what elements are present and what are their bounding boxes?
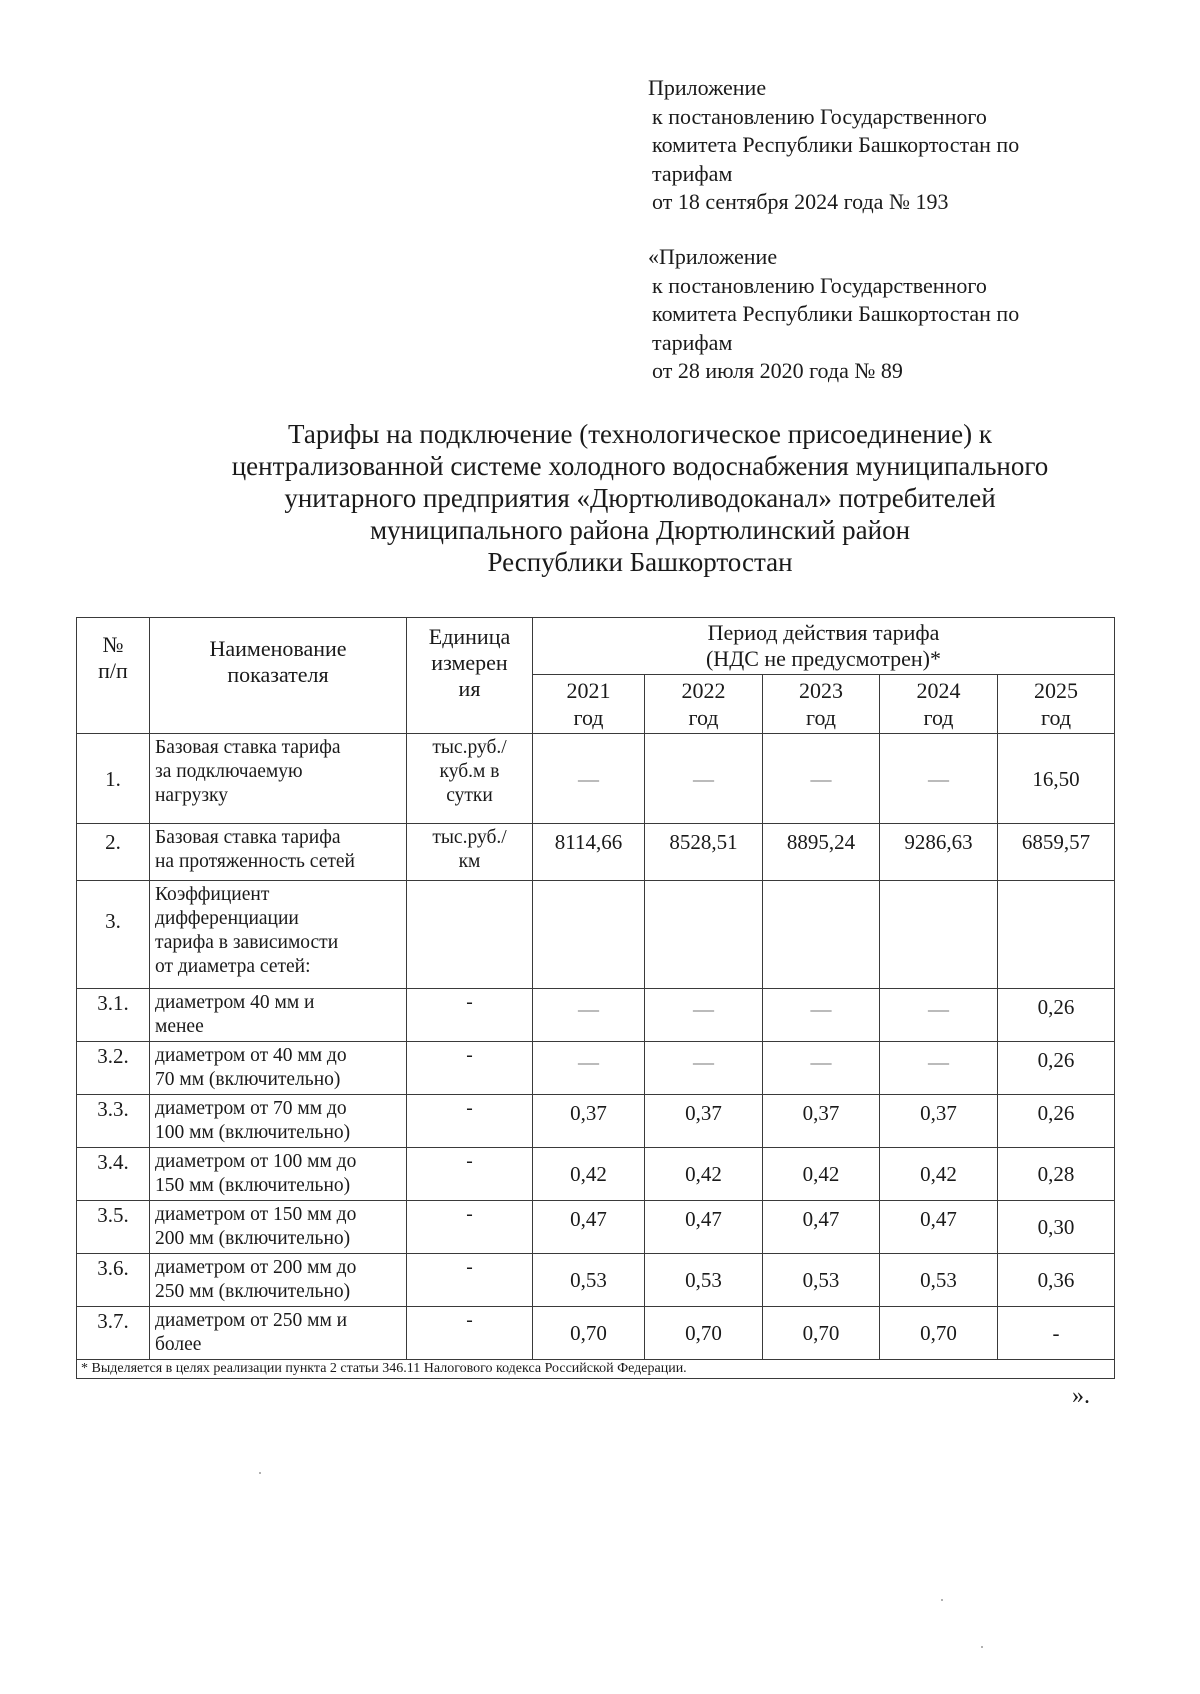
row-number: 3.	[77, 881, 150, 989]
row-value: —	[533, 989, 645, 1042]
row-name-line: диаметром от 250 мм и	[155, 1310, 348, 1331]
header-number-line: №	[102, 632, 124, 657]
row-value	[763, 881, 880, 989]
year-label: 2022	[681, 678, 726, 703]
row-value: —	[763, 734, 880, 824]
row-value: —	[763, 989, 880, 1042]
row-value: 0,42	[880, 1148, 998, 1201]
row-value: 6859,57	[998, 824, 1115, 881]
row-value: —	[880, 989, 998, 1042]
row-unit: -	[407, 1307, 533, 1360]
row-number: 3.7.	[77, 1307, 150, 1360]
year-suffix: год	[805, 705, 837, 730]
row-value: 0,47	[533, 1201, 645, 1254]
row-name-line: более	[155, 1334, 202, 1355]
header-unit-line: измерен	[431, 650, 508, 675]
row-name-line: 100 мм (включительно)	[155, 1122, 351, 1143]
row-name-line: дифференциации	[155, 908, 299, 929]
scan-speck	[941, 1599, 943, 1601]
year-suffix: год	[688, 705, 719, 730]
row-unit: -	[407, 1254, 533, 1307]
row-name-line: Базовая ставка тарифа	[155, 737, 341, 758]
appendix-line: тарифам	[652, 160, 733, 186]
row-value: 0,42	[645, 1148, 763, 1201]
title-line: Тарифы на подключение (технологическое присоединение) к	[288, 419, 992, 449]
appendix-line: комитета Республики Башкортостан по	[652, 301, 1020, 326]
row-name-line: от диаметра сетей:	[155, 956, 311, 977]
row-name	[150, 881, 407, 989]
row-value: —	[533, 734, 645, 824]
title-line: Республики Башкортостан	[487, 547, 793, 577]
header-year	[998, 675, 1115, 734]
row-value: —	[645, 1042, 763, 1095]
row-value: 0,37	[533, 1095, 645, 1148]
row-value: 0,26	[998, 989, 1115, 1042]
row-value: 0,47	[880, 1201, 998, 1254]
row-value: 0,70	[880, 1307, 998, 1360]
row-number: 3.1.	[77, 989, 150, 1042]
header-name-line: показателя	[227, 662, 329, 687]
appendix-line: «Приложение	[648, 244, 778, 269]
row-number: 3.6.	[77, 1254, 150, 1307]
row-name-line: тарифа в зависимости	[155, 932, 339, 953]
appendix-block-previous	[648, 243, 1118, 386]
table-row	[77, 881, 1115, 989]
scan-speck	[981, 1646, 983, 1648]
row-name	[150, 1095, 407, 1148]
row-name-line: за подключаемую	[155, 761, 303, 782]
row-value: 0,70	[533, 1307, 645, 1360]
appendix-line: тарифам	[652, 329, 733, 355]
appendix-line: комитета Республики Башкортостан по	[652, 132, 1020, 157]
footnote-row	[77, 1360, 1115, 1379]
row-name-line: Коэффициент	[155, 884, 270, 905]
closing-quote: ».	[1072, 1383, 1090, 1409]
appendix-block-current	[648, 74, 1118, 217]
row-value: 0,53	[880, 1254, 998, 1307]
table-row	[77, 1201, 1115, 1254]
row-value: —	[880, 1042, 998, 1095]
row-value: 0,28	[998, 1148, 1115, 1201]
row-unit	[407, 824, 533, 881]
row-unit	[407, 734, 533, 824]
row-name-line: 250 мм (включительно)	[155, 1281, 351, 1302]
table-row	[77, 1307, 1115, 1360]
row-name-line: диаметром от 40 мм до	[155, 1045, 347, 1066]
row-value: 8895,24	[763, 824, 880, 881]
table-row	[77, 1095, 1115, 1148]
row-name-line: менее	[155, 1016, 204, 1037]
row-value: 16,50	[998, 734, 1115, 824]
row-number: 3.4.	[77, 1148, 150, 1201]
header-unit	[407, 618, 533, 734]
row-name-line: диаметром от 200 мм до	[155, 1257, 357, 1278]
year-suffix: год	[573, 705, 604, 730]
row-unit	[407, 881, 533, 989]
header-year	[645, 675, 763, 734]
header-name	[150, 618, 407, 734]
row-value: 0,70	[763, 1307, 880, 1360]
row-value: 0,37	[645, 1095, 763, 1148]
row-unit: -	[407, 1148, 533, 1201]
row-unit-line: тыс.руб./	[432, 737, 507, 758]
year-suffix: год	[1040, 705, 1072, 730]
row-name	[150, 1201, 407, 1254]
header-unit-line: ия	[458, 676, 481, 701]
row-unit: -	[407, 1042, 533, 1095]
row-unit-line: км	[458, 851, 481, 872]
row-value: 0,53	[533, 1254, 645, 1307]
row-unit: -	[407, 1201, 533, 1254]
appendix-line: Приложение	[648, 75, 767, 100]
year-label: 2025	[1034, 678, 1078, 703]
row-value: 0,42	[763, 1148, 880, 1201]
row-name	[150, 734, 407, 824]
row-value: 0,53	[645, 1254, 763, 1307]
title-line: унитарного предприятия «Дюртюливодоканал» потребителей	[284, 483, 996, 513]
row-value: 0,70	[645, 1307, 763, 1360]
year-label: 2024	[916, 678, 961, 703]
row-name	[150, 1148, 407, 1201]
row-value: 0,26	[998, 1042, 1115, 1095]
row-name	[150, 1042, 407, 1095]
row-name-line: диаметром 40 мм и	[155, 992, 315, 1013]
row-name	[150, 989, 407, 1042]
row-value	[533, 881, 645, 989]
row-unit-line: куб.м в	[439, 761, 500, 782]
header-unit-line: Единица	[428, 624, 511, 649]
row-name-line: диаметром от 150 мм до	[155, 1204, 357, 1225]
year-label: 2023	[799, 678, 843, 703]
row-value: —	[763, 1042, 880, 1095]
table-row	[77, 824, 1115, 881]
row-value	[880, 881, 998, 989]
row-value	[998, 881, 1115, 989]
title-line: централизованной системе холодного водоснабжения муниципального	[231, 451, 1049, 481]
row-value: 0,30	[998, 1201, 1115, 1254]
row-value	[645, 881, 763, 989]
row-value: 8114,66	[533, 824, 645, 881]
table-row	[77, 1148, 1115, 1201]
row-value: —	[645, 989, 763, 1042]
row-name-line: 200 мм (включительно)	[155, 1228, 351, 1249]
row-value: 0,36	[998, 1254, 1115, 1307]
scan-speck	[259, 1472, 261, 1474]
header-number-line: п/п	[98, 658, 128, 683]
row-name-line: диаметром от 70 мм до	[155, 1098, 347, 1119]
row-name	[150, 824, 407, 881]
row-value: 0,42	[533, 1148, 645, 1201]
appendix-line: от 28 июля 2020 года № 89	[652, 358, 903, 383]
row-name-line: диаметром от 100 мм до	[155, 1151, 357, 1172]
year-label: 2021	[566, 678, 611, 703]
row-value: —	[645, 734, 763, 824]
row-value: 9286,63	[880, 824, 998, 881]
row-unit: -	[407, 989, 533, 1042]
row-value: 0,53	[763, 1254, 880, 1307]
header-row	[77, 618, 1115, 675]
row-name-line: Базовая ставка тарифа	[155, 827, 341, 848]
row-value: 0,37	[880, 1095, 998, 1148]
header-period-line: (НДС не предусмотрен)*	[705, 646, 942, 671]
row-name	[150, 1254, 407, 1307]
title-line: муниципального района Дюртюлинский район	[369, 515, 911, 545]
table-row	[77, 1042, 1115, 1095]
row-unit: -	[407, 1095, 533, 1148]
row-unit-line: сутки	[446, 785, 493, 806]
header-year	[533, 675, 645, 734]
row-number: 3.2.	[77, 1042, 150, 1095]
document-title	[120, 418, 1160, 578]
table-row	[77, 989, 1115, 1042]
appendix-line: к постановлению Государственного	[652, 103, 987, 129]
row-name-line: на протяженность сетей	[155, 851, 355, 872]
row-value: —	[880, 734, 998, 824]
row-name	[150, 1307, 407, 1360]
header-year	[763, 675, 880, 734]
appendix-line: от 18 сентября 2024 года № 193	[652, 189, 949, 214]
table-row	[77, 734, 1115, 824]
row-number: 3.5.	[77, 1201, 150, 1254]
header-name-line: Наименование	[209, 636, 347, 661]
row-value: -	[998, 1307, 1115, 1360]
header-period	[533, 618, 1115, 675]
row-value: 0,37	[763, 1095, 880, 1148]
row-number: 3.3.	[77, 1095, 150, 1148]
row-unit-line: тыс.руб./	[432, 827, 507, 848]
row-number: 2.	[77, 824, 150, 881]
row-value: 0,47	[763, 1201, 880, 1254]
header-number	[77, 618, 150, 734]
footnote: * Выделяется в целях реализации пункта 2 статьи 346.11 Налогового кодекса Российской Федерации.	[77, 1360, 1115, 1379]
row-value: 0,47	[645, 1201, 763, 1254]
header-year	[880, 675, 998, 734]
row-value: 8528,51	[645, 824, 763, 881]
header-period-line: Период действия тарифа	[707, 620, 940, 645]
tariff-table	[76, 617, 1115, 1379]
year-suffix: год	[923, 705, 954, 730]
table-row	[77, 1254, 1115, 1307]
row-name-line: 70 мм (включительно)	[155, 1069, 341, 1090]
row-name-line: нагрузку	[155, 785, 228, 806]
row-value: 0,26	[998, 1095, 1115, 1148]
row-number: 1.	[77, 734, 150, 824]
appendix-line: к постановлению Государственного	[652, 272, 987, 298]
row-value: —	[533, 1042, 645, 1095]
row-name-line: 150 мм (включительно)	[155, 1175, 351, 1196]
